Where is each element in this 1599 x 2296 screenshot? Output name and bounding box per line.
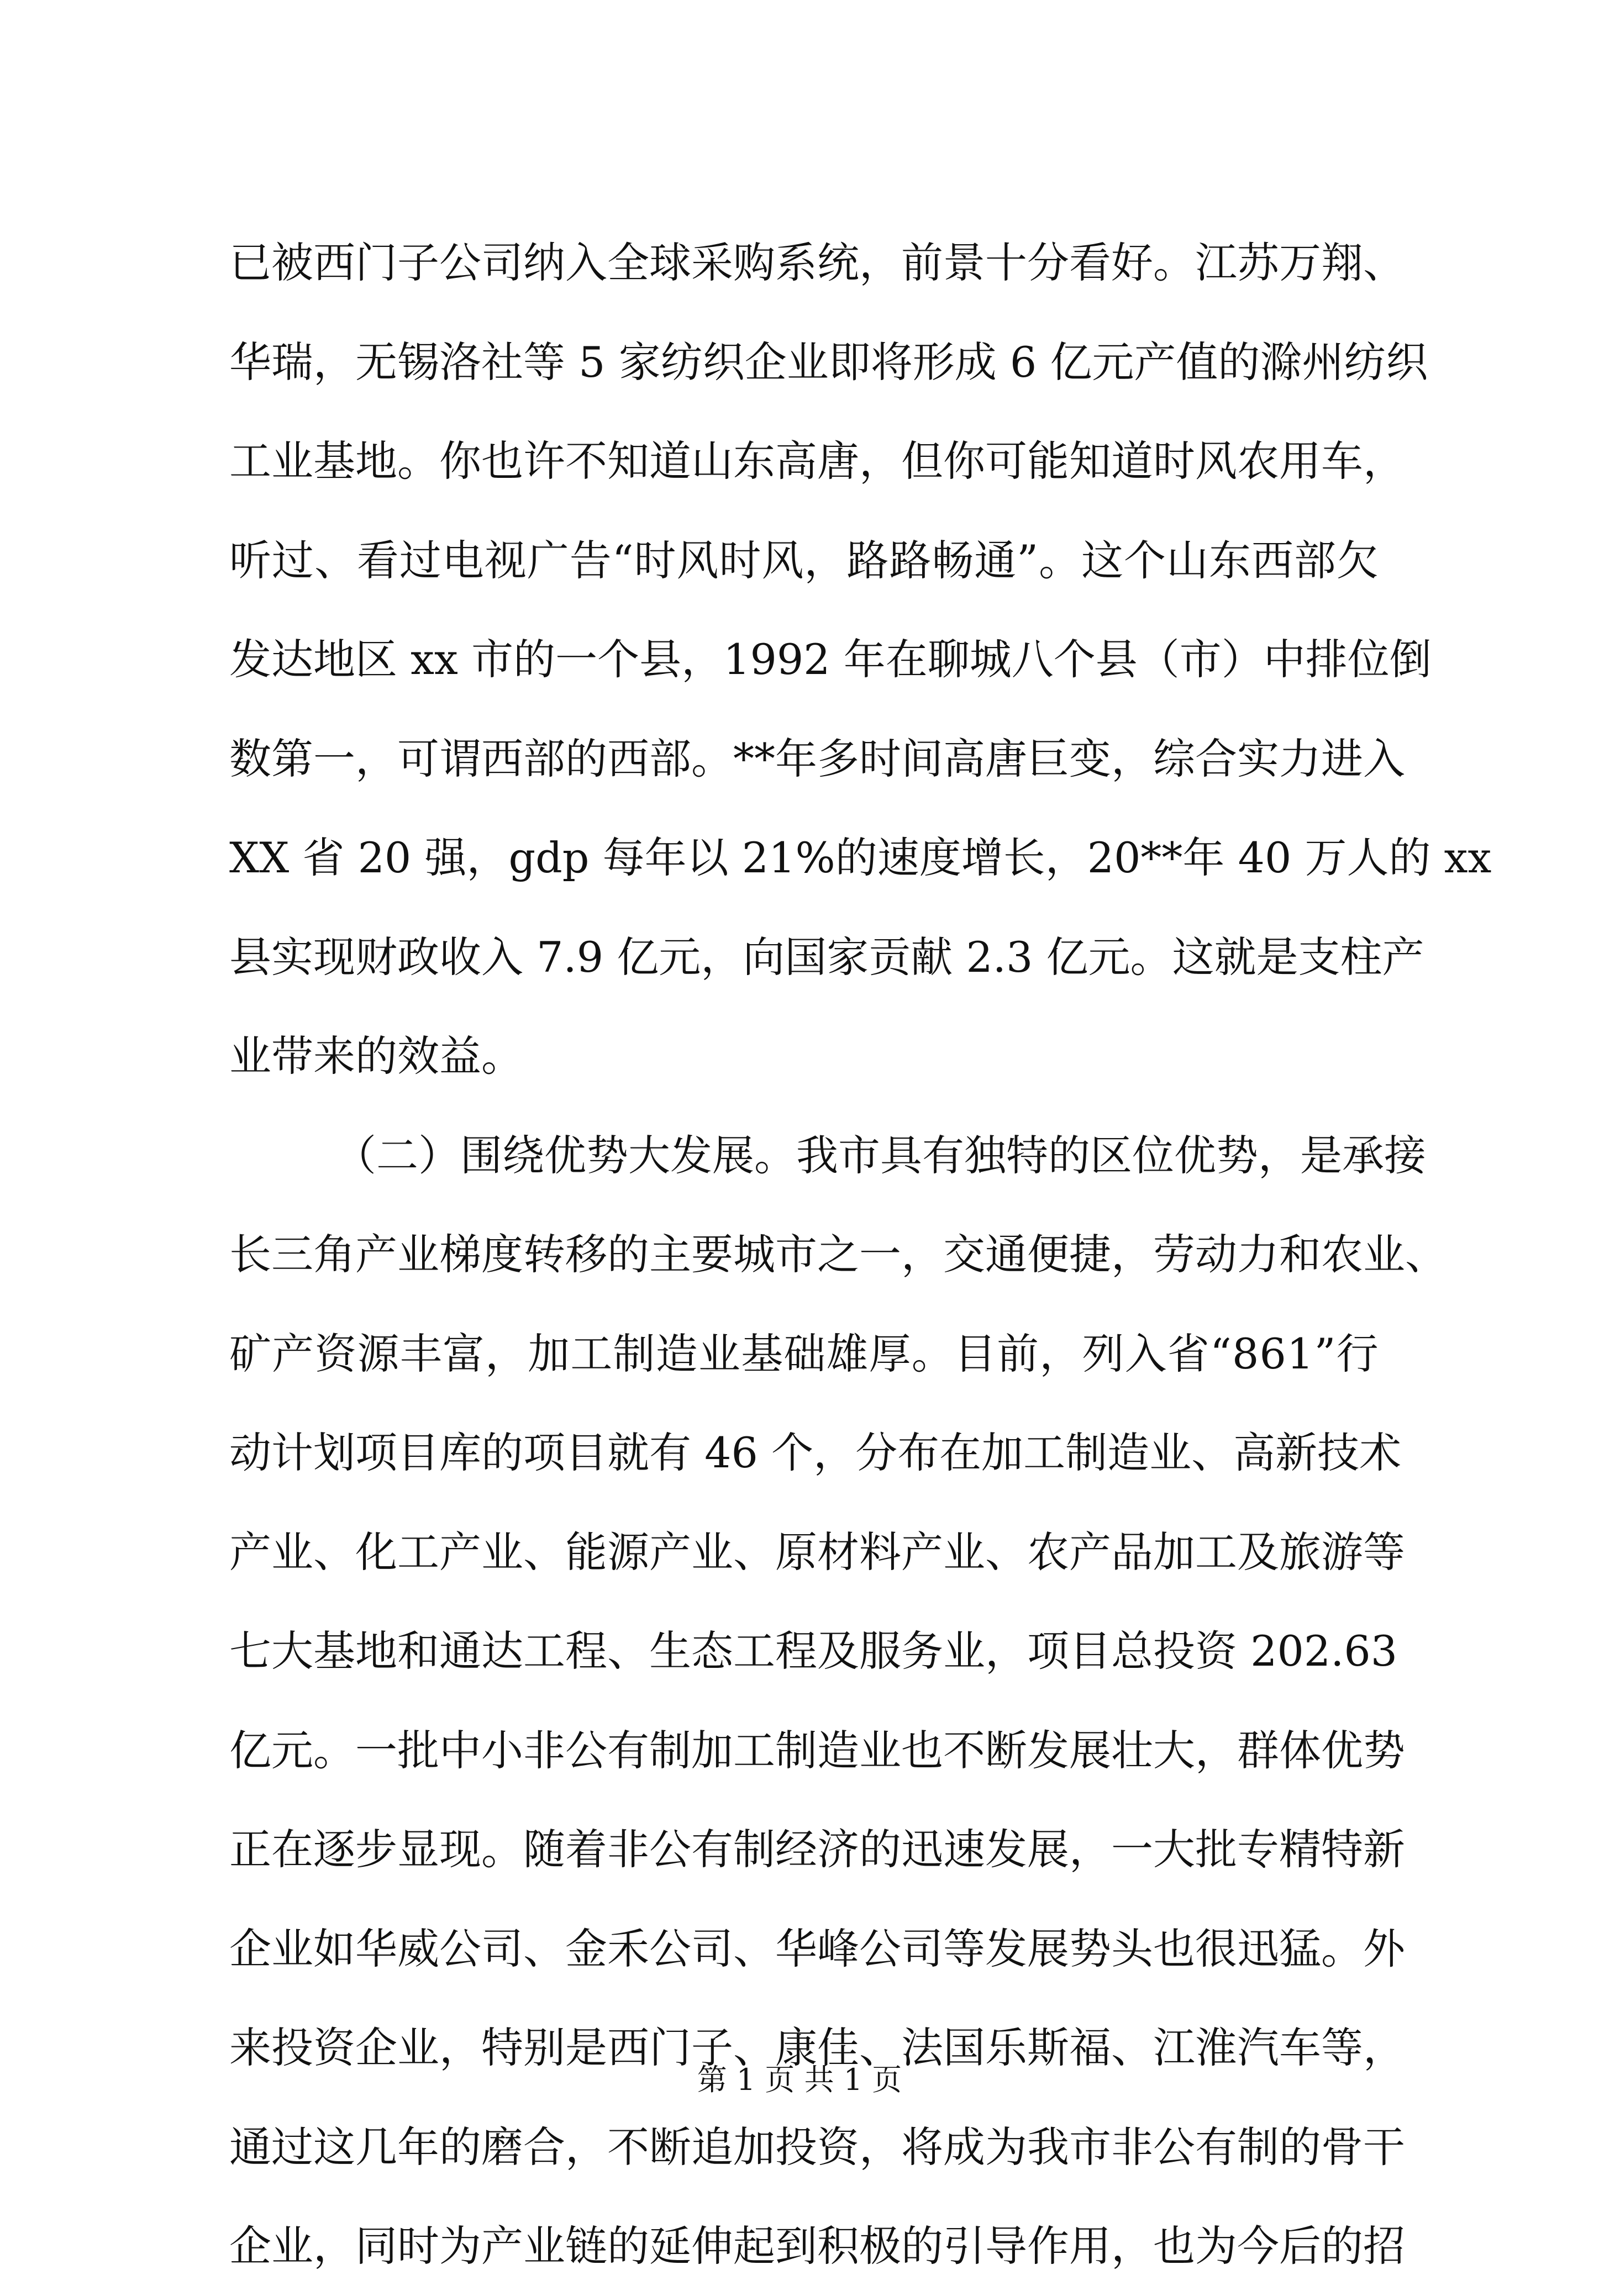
text-line: 数 第 一 ， 可 谓 西 部 的 西 部 。 * * 年 多 时 间 高 唐 巨 变 ， 综 合 实 力 进 入 <box>229 734 1405 783</box>
text-line: 工 业 基 地 。 你 也 许 不 知 道 山 东 高 唐 ， 但 你 可 能 知 道 时 风 农 用 车 ， <box>229 436 1405 486</box>
text-line: 企 业 如 华 威 公 司 、 金 禾 公 司 、 华 峰 公 司 等 发 展 势 头 也 很 迅 猛 。 外 <box>229 1924 1405 1973</box>
text-line: 已 被 西 门 子 公 司 纳 入 全 球 采 购 系 统 ， 前 景 十 分 看 好 。 江 苏 万 翔 、 <box>229 238 1405 287</box>
section-heading-line: （ 二 ） 围 绕 优 势 大 发 展 。 我 市 具 有 独 特 的 区 位 优 势 ， 是 承 接 <box>334 1130 1426 1180</box>
text-line: X X 省 2 0 强 ， g d p 每 年 以 2 1 % 的 速 度 增 长 ， 2 0 * * 年 4 0 万 人 的 x x <box>229 833 1492 882</box>
text-line: 亿 元 。 一 批 中 小 非 公 有 制 加 工 制 造 业 也 不 断 发 展 壮 大 ， 群 体 优 势 <box>229 1725 1405 1775</box>
text-line: 矿 产 资 源 丰 富 ， 加 工 制 造 业 基 础 雄 厚 。 目 前 ， 列 入 省 “ 8 6 1 ” 行 <box>229 1329 1379 1378</box>
text-line: 长 三 角 产 业 梯 度 转 移 的 主 要 城 市 之 一 ， 交 通 便 捷 ， 劳 动 力 和 农 业 、 <box>229 1230 1447 1279</box>
text-line: 企 业 ， 同 时 为 产 业 链 的 延 伸 起 到 积 极 的 引 导 作 用 ， 也 为 今 后 的 招 <box>229 2221 1405 2271</box>
text-line: 通 过 这 几 年 的 磨 合 ， 不 断 追 加 投 资 ， 将 成 为 我 市 非 公 有 制 的 骨 干 <box>229 2122 1405 2172</box>
text-line: 正 在 逐 步 显 现 。 随 着 非 公 有 制 经 济 的 迅 速 发 展 ， 一 大 批 专 精 特 新 <box>229 1825 1405 1874</box>
page-footer: 第 1 页 共 1 页 <box>697 2062 902 2097</box>
text-line: 发 达 地 区 x x 市 的 一 个 县 ， 1 9 9 2 年 在 聊 城 八 个 县 （ 市 ） 中 排 位 倒 <box>229 635 1432 684</box>
text-line: 七 大 基 地 和 通 达 工 程 、 生 态 工 程 及 服 务 业 ， 项 目 总 投 资 2 0 2 . 6 3 <box>229 1626 1398 1676</box>
text-line: 产 业 、 化 工 产 业 、 能 源 产 业 、 原 材 料 产 业 、 农 产 品 加 工 及 旅 游 等 <box>229 1527 1405 1577</box>
text-line: 听 过 、 看 过 电 视 广 告 “ 时 风 时 风 ， 路 路 畅 通 ” 。 这 个 山 东 西 部 欠 <box>229 535 1379 585</box>
text-line: 动 计 划 项 目 库 的 项 目 就 有 4 6 个 ， 分 布 在 加 工 制 造 业 、 高 新 技 术 <box>229 1428 1402 1477</box>
body-text <box>229 213 1492 2296</box>
text-line: 业带来的效益。 <box>229 1031 523 1081</box>
text-line: 华 瑞 ， 无 锡 洛 社 等 5 家 纺 织 企 业 即 将 形 成 6 亿 元 产 值 的 滁 州 纺 织 <box>229 337 1428 387</box>
text-line: 来 投 资 企 业 ， 特 别 是 西 门 子 、 康 佳 、 法 国 乐 斯 福 、 江 淮 汽 车 等 ， <box>229 2023 1405 2072</box>
text-line: 县 实 现 财 政 收 入 7 . 9 亿 元 ， 向 国 家 贡 献 2 . 3 亿 元 。 这 就 是 支 柱 产 <box>229 932 1424 982</box>
